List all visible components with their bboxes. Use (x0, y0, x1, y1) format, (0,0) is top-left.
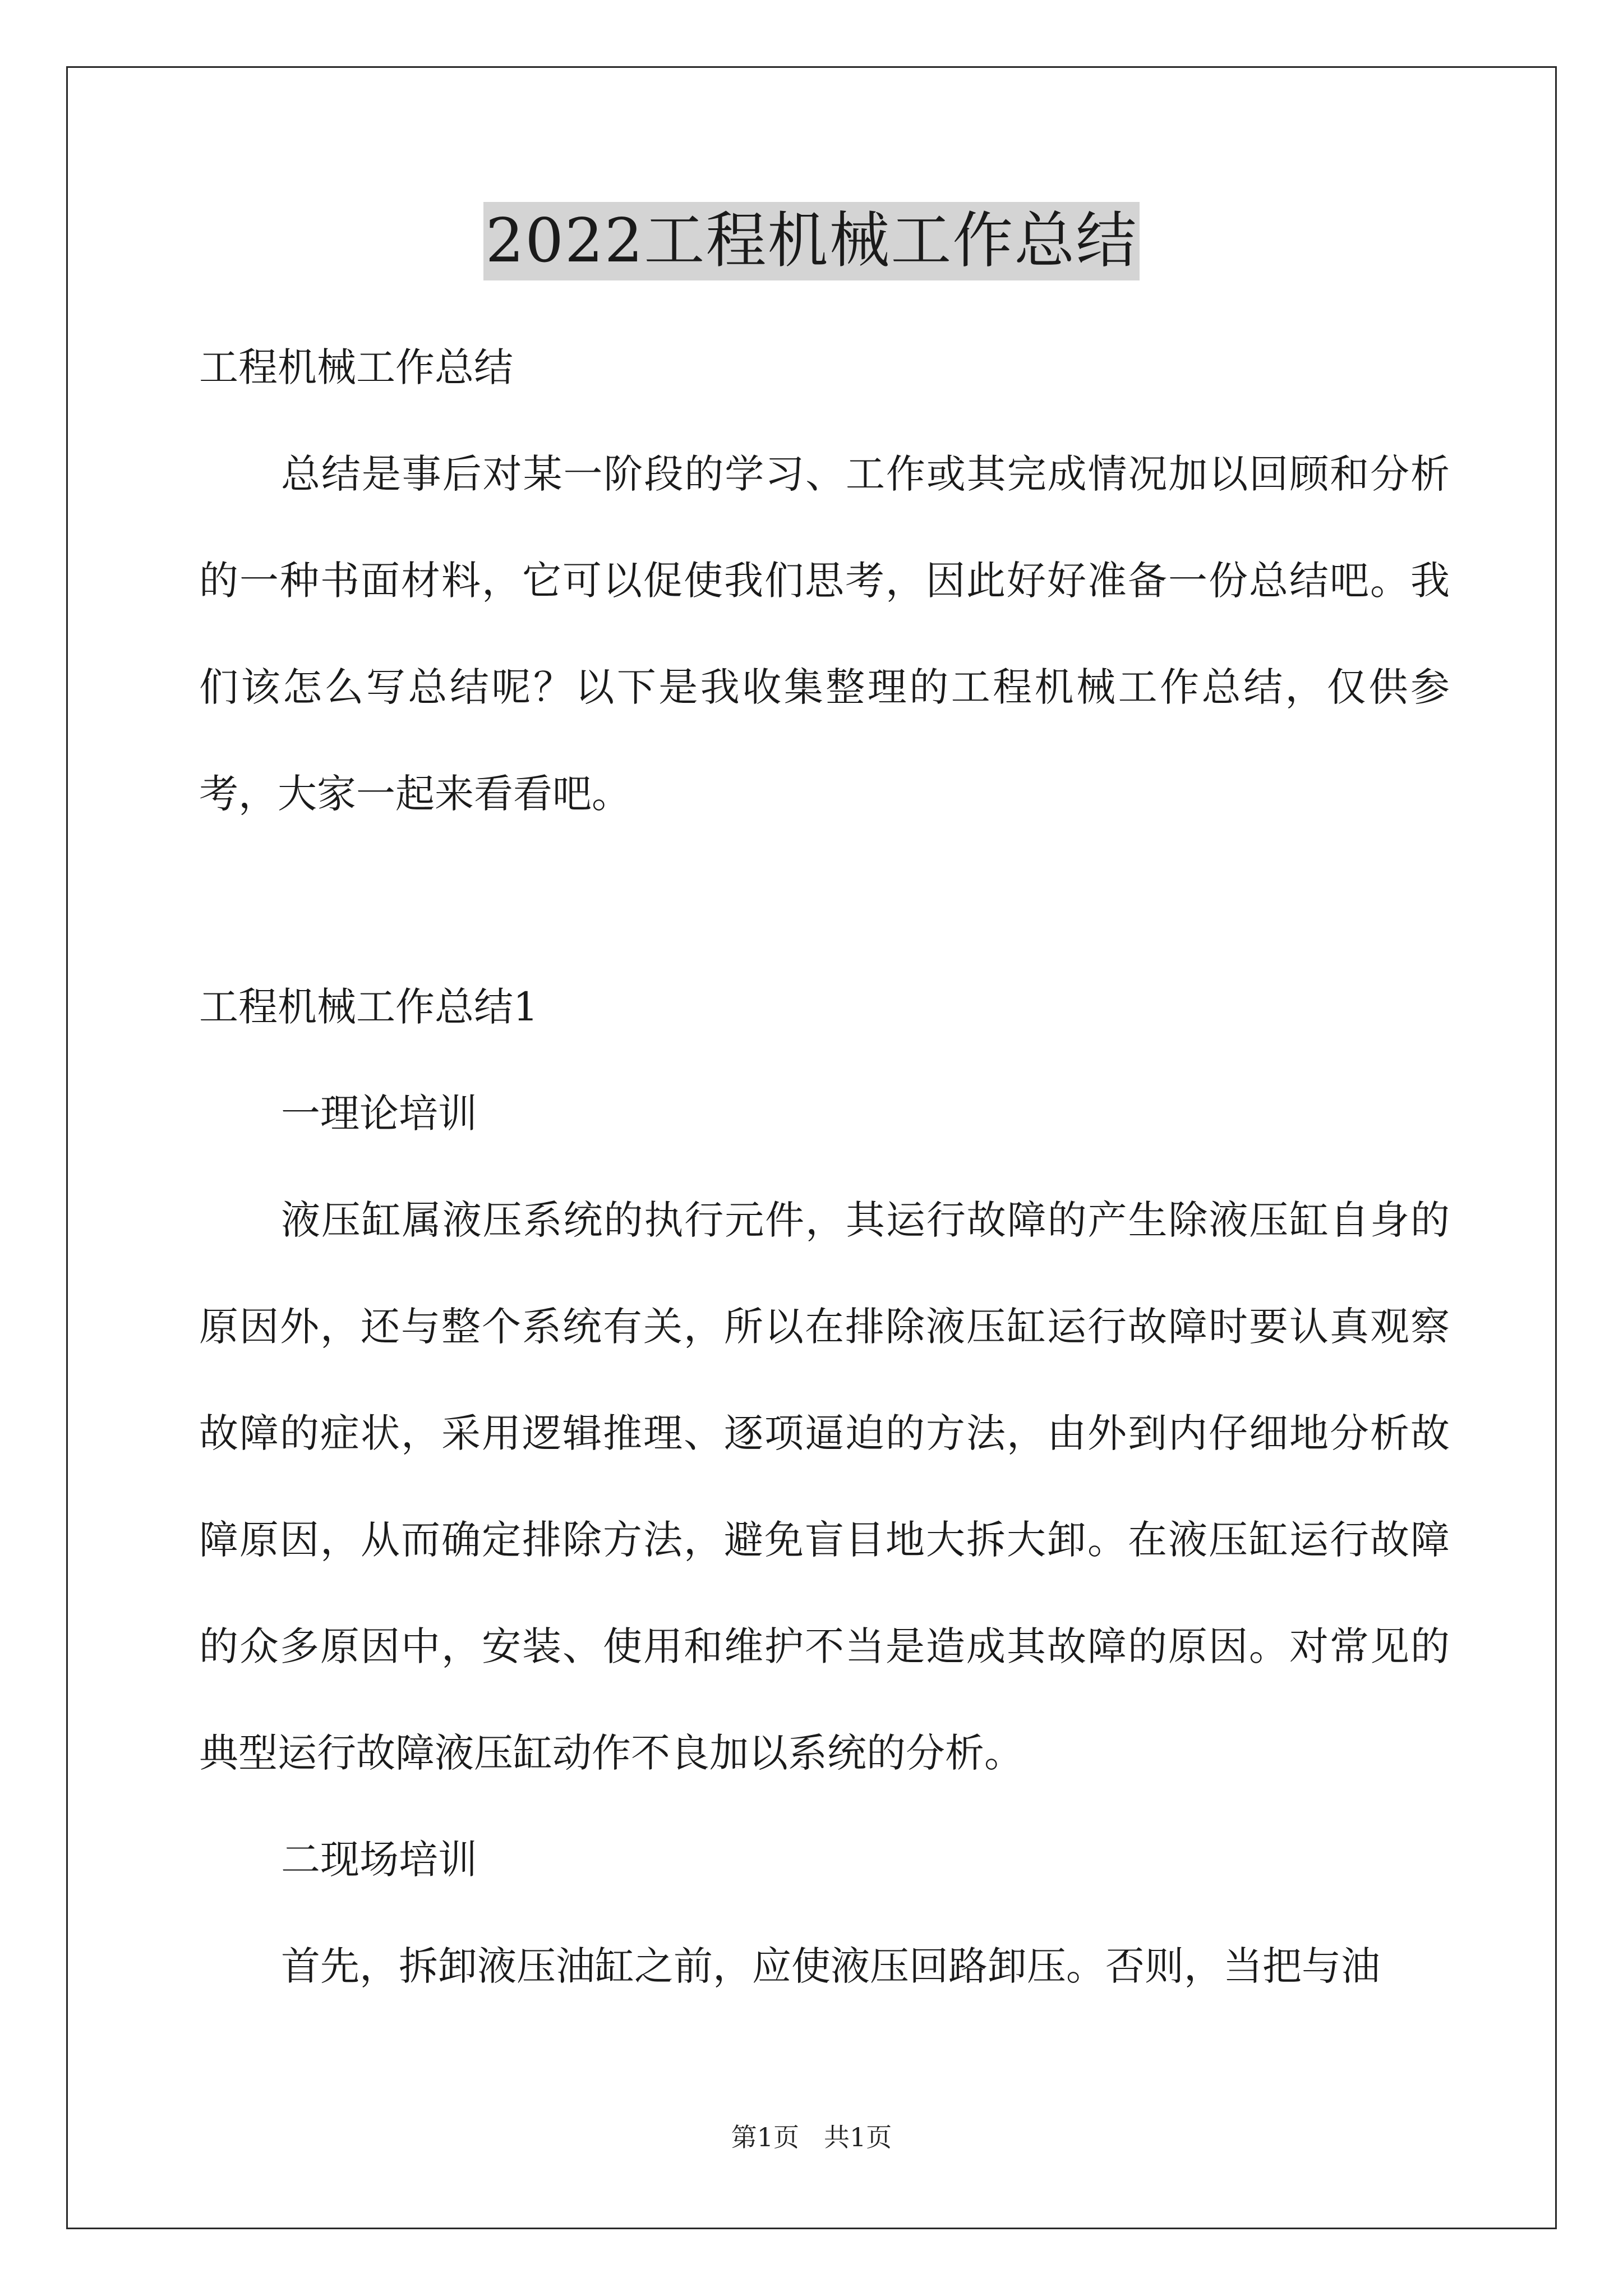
theory-training-heading: 一理论培训 (281, 1091, 477, 1137)
intro-heading: 工程机械工作总结 (199, 344, 513, 390)
section-heading: 工程机械工作总结1 (199, 984, 538, 1030)
page-footer (0, 2120, 1623, 2154)
title-container (0, 202, 1623, 280)
field-training-paragraph: 首先，拆卸液压油缸之前，应使液压回路卸压。否则，当把与油 (281, 1943, 1380, 1989)
theory-training-paragraph: 液压缸属液压系统的执行元件，其运行故障的产生除液压缸自身的原因外，还与整个系统有关，所以在排除液压缸运行故障时要认真观察故障的症状，采用逻辑推理、逐项逼迫的方法，由外到内仔细地分析故障原因，从而确定排除方法，避免盲目地大拆大卸。在液压缸运行故障的众多原因中，安装、使用和维护不当是造成其故障的原因。对常见的典型运行故障液压缸动作不良加以系统的分析。 (199, 1197, 1450, 1776)
document-body (199, 314, 1450, 2019)
document-title: 2022工程机械工作总结 (483, 202, 1140, 280)
intro-paragraph: 总结是事后对某一阶段的学习、工作或其完成情况加以回顾和分析的一种书面材料，它可以促使我们思考，因此好好准备一份总结吧。我们该怎么写总结呢？以下是我收集整理的工程机械工作总结，仅供参考，大家一起来看看吧。 (199, 451, 1450, 817)
total-pages: 共1页 (823, 2122, 892, 2152)
field-training-heading: 二现场培训 (281, 1837, 477, 1883)
blank-line (199, 847, 1450, 954)
page-number: 第1页 (731, 2122, 800, 2152)
